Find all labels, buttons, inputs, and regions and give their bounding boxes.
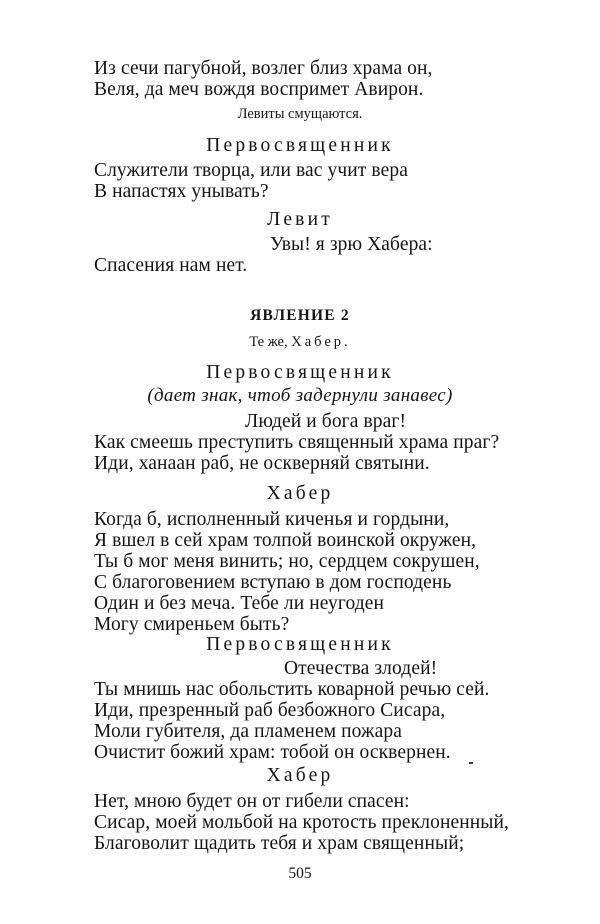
verse-line: Я вшел в сей храм толпой воинской окружен, xyxy=(94,530,477,551)
verse-line: Служители творца, или вас учит вера xyxy=(94,160,408,181)
verse-line: Ты б мог меня винить; но, сердцем сокрушен, xyxy=(94,551,480,572)
verse-line: Иди, ханаан раб, не оскверняй святыни. xyxy=(94,453,430,474)
verse-line: Веля, да меч вождя воспримет Авирон. xyxy=(94,79,424,100)
verse-line-indented: Людей и бога враг! xyxy=(245,411,407,432)
verse-line-indented: Отечества злодей! xyxy=(284,658,438,679)
verse-line: Один и без меча. Тебе ли неугоден xyxy=(94,593,385,614)
verse-line: Могу смиреньем быть? xyxy=(94,614,290,635)
verse-line: Иди, презренный раб безбожного Сисара, xyxy=(94,700,446,721)
verse-line: Нет, мною будет он от гибели спасен: xyxy=(94,791,410,812)
verse-line-indented: Увы! я зрю Хабера: xyxy=(270,234,433,255)
verse-line: Моли губителя, да пламенем пожара xyxy=(94,721,402,742)
stage-direction: (дает знак, чтоб задернули занавес) xyxy=(147,385,453,406)
scene-cast xyxy=(0,333,600,351)
verse-line: Ты мнишь нас обольстить коварной речью сей. xyxy=(94,679,490,700)
verse-line: Спасения нам нет. xyxy=(94,255,248,276)
verse-line: В напастях унывать? xyxy=(94,181,269,202)
speaker-name: Хабер xyxy=(266,483,334,504)
verse-line: Очистит божий храм: тобой он осквернен. xyxy=(94,742,451,763)
verse-line: Когда б, исполненный киченья и гордыни, xyxy=(94,509,450,530)
speaker-name: Левит xyxy=(267,209,333,230)
verse-line: Благоволит щадить тебя и храм священный; xyxy=(94,833,465,854)
speaker-name: Первосвященник xyxy=(206,634,394,655)
scene-cast-prefix: Те же, xyxy=(249,334,288,350)
verse-line: Как смеешь преступить священный храма праг? xyxy=(94,432,500,453)
speaker-name: Хабер xyxy=(266,765,334,786)
stage-direction: Левиты смущаются. xyxy=(237,106,363,122)
scene-heading: ЯВЛЕНИЕ 2 xyxy=(250,307,350,324)
speaker-name: Первосвященник xyxy=(206,362,394,383)
scene-cast-name: Хабер. xyxy=(291,334,351,350)
speaker-name: Первосвященник xyxy=(206,135,394,156)
page-number: 505 xyxy=(288,865,312,882)
verse-line: Сисар, моей мольбой на кротость преклоненный, xyxy=(94,812,510,833)
verse-line: С благоговением вступаю в дом господень xyxy=(94,572,452,593)
verse-line: Из сечи пагубной, возлег близ храма он, xyxy=(94,58,433,79)
print-mark xyxy=(469,762,473,764)
